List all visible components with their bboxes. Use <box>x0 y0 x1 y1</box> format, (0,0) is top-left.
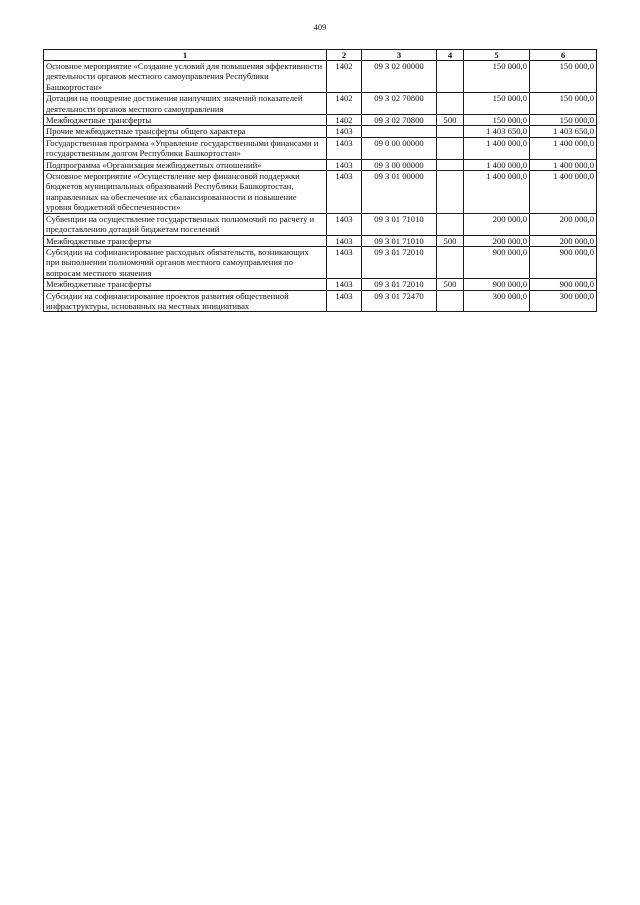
target-article-code: 09 3 01 72010 <box>362 246 437 278</box>
section-code: 1402 <box>327 61 362 93</box>
amount-column-6: 900 000,0 <box>530 279 597 290</box>
section-code: 1403 <box>327 235 362 246</box>
amount-column-6: 1 400 000,0 <box>530 137 597 159</box>
expense-type-code <box>437 137 464 159</box>
amount-column-5: 150 000,0 <box>464 61 530 93</box>
table-row <box>44 159 597 170</box>
expense-name: Межбюджетные трансферты <box>44 115 327 126</box>
target-article-code: 09 3 00 00000 <box>362 159 437 170</box>
table-row <box>44 279 597 290</box>
amount-column-5: 200 000,0 <box>464 213 530 235</box>
section-code: 1403 <box>327 213 362 235</box>
amount-column-6: 150 000,0 <box>530 61 597 93</box>
table-header-row <box>44 50 597 61</box>
amount-column-6: 1 400 000,0 <box>530 159 597 170</box>
table-row <box>44 171 597 214</box>
expense-type-code <box>437 61 464 93</box>
expense-name: Межбюджетные трансферты <box>44 235 327 246</box>
table-row <box>44 93 597 115</box>
section-code: 1402 <box>327 93 362 115</box>
amount-column-5: 150 000,0 <box>464 115 530 126</box>
expense-type-code <box>437 171 464 214</box>
target-article-code: 09 3 01 72470 <box>362 290 437 312</box>
table-row <box>44 115 597 126</box>
expense-type-code <box>437 246 464 278</box>
amount-column-5: 1 400 000,0 <box>464 171 530 214</box>
amount-column-5: 900 000,0 <box>464 246 530 278</box>
amount-column-6: 150 000,0 <box>530 115 597 126</box>
expense-name: Межбюджетные трансферты <box>44 279 327 290</box>
budget-table <box>43 49 597 312</box>
table-row <box>44 213 597 235</box>
expense-name: Дотации на поощрение достижения наилучших значений показателей деятельности органов местного самоуправления <box>44 93 327 115</box>
column-header-5: 5 <box>464 50 530 61</box>
amount-column-5: 1 403 650,0 <box>464 126 530 137</box>
table-row <box>44 235 597 246</box>
amount-column-5: 300 000,0 <box>464 290 530 312</box>
page-number: 409 <box>313 22 327 32</box>
amount-column-5: 1 400 000,0 <box>464 159 530 170</box>
section-code: 1403 <box>327 290 362 312</box>
amount-column-6: 200 000,0 <box>530 235 597 246</box>
amount-column-6: 1 403 650,0 <box>530 126 597 137</box>
target-article-code: 09 3 02 70800 <box>362 115 437 126</box>
amount-column-6: 300 000,0 <box>530 290 597 312</box>
section-code: 1403 <box>327 279 362 290</box>
expense-name: Субвенции на осуществление государственных полномочий по расчету и предоставлению дотаций бюджетам поселений <box>44 213 327 235</box>
expense-type-code: 500 <box>437 115 464 126</box>
target-article-code: 09 3 01 00000 <box>362 171 437 214</box>
expense-name: Подпрограмма «Организация межбюджетных отношений» <box>44 159 327 170</box>
expense-name: Основное мероприятие «Осуществление мер финансовой поддержки бюджетов муниципальных образований Республики Башкортостан, направленных на обеспечение их сбалансированности и повышение уровня бюджетной обеспеченности» <box>44 171 327 214</box>
expense-name: Основное мероприятие «Создание условий для повышения эффективности деятельности органов местного самоуправления Республики Башкортостан» <box>44 61 327 93</box>
table-row <box>44 290 597 312</box>
column-header-6: 6 <box>530 50 597 61</box>
expense-type-code <box>437 213 464 235</box>
expense-name: Субсидии на софинансирование расходных обязательств, возникающих при выполнении полномочий органов местного самоуправления по вопросам местного значения <box>44 246 327 278</box>
target-article-code <box>362 126 437 137</box>
target-article-code: 09 3 02 00000 <box>362 61 437 93</box>
target-article-code: 09 0 00 00000 <box>362 137 437 159</box>
column-header-4: 4 <box>437 50 464 61</box>
table-row <box>44 126 597 137</box>
column-header-3: 3 <box>362 50 437 61</box>
expense-type-code <box>437 93 464 115</box>
column-header-1: 1 <box>44 50 327 61</box>
target-article-code: 09 3 02 70800 <box>362 93 437 115</box>
target-article-code: 09 3 01 72010 <box>362 279 437 290</box>
expense-type-code <box>437 126 464 137</box>
amount-column-6: 1 400 000,0 <box>530 171 597 214</box>
table-row <box>44 137 597 159</box>
target-article-code: 09 3 01 71010 <box>362 235 437 246</box>
amount-column-6: 900 000,0 <box>530 246 597 278</box>
target-article-code: 09 3 01 71010 <box>362 213 437 235</box>
amount-column-6: 200 000,0 <box>530 213 597 235</box>
section-code: 1403 <box>327 171 362 214</box>
column-header-2: 2 <box>327 50 362 61</box>
section-code: 1403 <box>327 159 362 170</box>
expense-name: Государственная программа «Управление государственными финансами и государственным долгом Республики Башкортостан» <box>44 137 327 159</box>
section-code: 1403 <box>327 126 362 137</box>
amount-column-5: 200 000,0 <box>464 235 530 246</box>
expense-type-code: 500 <box>437 235 464 246</box>
section-code: 1403 <box>327 246 362 278</box>
table-row <box>44 246 597 278</box>
expense-name: Прочие межбюджетные трансферты общего характера <box>44 126 327 137</box>
table-row <box>44 61 597 93</box>
amount-column-5: 900 000,0 <box>464 279 530 290</box>
amount-column-6: 150 000,0 <box>530 93 597 115</box>
expense-type-code <box>437 290 464 312</box>
expense-type-code <box>437 159 464 170</box>
expense-name: Субсидии на софинансирование проектов развития общественной инфраструктуры, основанных на местных инициативах <box>44 290 327 312</box>
section-code: 1403 <box>327 137 362 159</box>
expense-type-code: 500 <box>437 279 464 290</box>
amount-column-5: 150 000,0 <box>464 93 530 115</box>
section-code: 1402 <box>327 115 362 126</box>
amount-column-5: 1 400 000,0 <box>464 137 530 159</box>
